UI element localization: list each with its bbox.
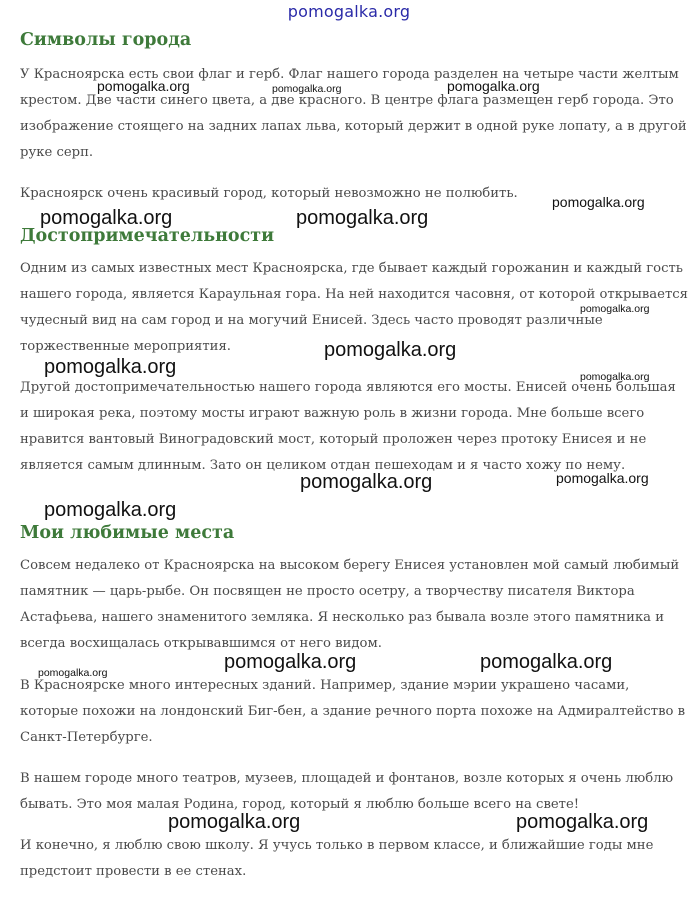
watermark: pomogalka.org: [447, 78, 540, 94]
watermark: pomogalka.org: [38, 667, 108, 679]
watermark: pomogalka.org: [296, 207, 429, 229]
watermark: pomogalka.org: [300, 471, 433, 493]
watermark: pomogalka.org: [556, 470, 649, 486]
watermark: pomogalka.org: [44, 499, 177, 521]
section-heading-sights: Достопримечательности: [20, 226, 275, 246]
paragraph-tsar-fish-monument: Совсем недалеко от Красноярска на высоком берегу Енисея установлен мой самый любимый памятник — царь-рыбе. Он посвящен не просто осетру, а творчеству писателя Виктора Астафьева, нашего знаменитого земляка. Я несколько раз бывала возле этого памятника и всегда восхищалась открывавшимся от него видом.: [20, 558, 680, 651]
paragraph-flag-and-coat-of-arms: У Красноярска есть свои флаг и герб. Флаг нашего города разделен на четыре части желтым крестом. Две части синего цвета, а две красного. В центре флага размещен герб города. Это изображение стоящего на задних лапах льва, который держит в одной руке лопату, а в другой руке серп.: [20, 67, 687, 160]
site-header-logo[interactable]: pomogalka.org: [287, 2, 411, 21]
paragraph-theatres-museums: В нашем городе много театров, музеев, площадей и фонтанов, возле которых я очень люблю бывать. Это моя малая Родина, город, который я люблю больше всего на свете!: [20, 771, 674, 812]
paragraph-beautiful-city: Красноярск очень красивый город, который невозможно не полюбить.: [20, 186, 518, 201]
watermark: pomogalka.org: [224, 651, 357, 673]
watermark: pomogalka.org: [168, 811, 301, 833]
watermark: pomogalka.org: [580, 303, 650, 315]
paragraph-interesting-buildings: В Красноярске много интересных зданий. Например, здание мэрии украшено часами, которые похожи на лондонский Биг-бен, а здание речного порта похоже на Адмиралтейство в Санкт-Петербурге.: [20, 678, 686, 745]
paragraph-karaulnaya-gora: Одним из самых известных мест Красноярска, где бывает каждый горожанин и каждый гость нашего города, является Караульная гора. На ней находится часовня, от которой открывается чудесный вид на сам город и на могучий Енисей. Здесь часто проводят различные торжественные мероприятия.: [20, 261, 688, 354]
watermark: pomogalka.org: [580, 371, 650, 383]
section-heading-city-symbols: Символы города: [20, 30, 192, 50]
watermark: pomogalka.org: [324, 339, 457, 361]
watermark: pomogalka.org: [480, 651, 613, 673]
paragraph-bridges: Другой достопримечательностью нашего города являются его мосты. Енисей очень большая и широкая река, поэтому мосты играют важную роль в жизни города. Мне больше всего нравится вантовый Виноградовский мост, который проложен через протоку Енисея и не является самым длинным. Зато он целиком отдан пешеходам и я часто хожу по нему.: [20, 380, 676, 473]
section-heading-favorite-places: Мои любимые места: [20, 523, 235, 543]
paragraph-school: И конечно, я люблю свою школу. Я учусь только в первом классе, и ближайшие годы мне предстоит провести в ее стенах.: [20, 838, 654, 879]
watermark: pomogalka.org: [272, 83, 342, 95]
watermark: pomogalka.org: [40, 207, 173, 229]
watermark: pomogalka.org: [516, 811, 649, 833]
watermark: pomogalka.org: [44, 356, 177, 378]
watermark: pomogalka.org: [552, 194, 645, 210]
watermark: pomogalka.org: [97, 78, 190, 94]
